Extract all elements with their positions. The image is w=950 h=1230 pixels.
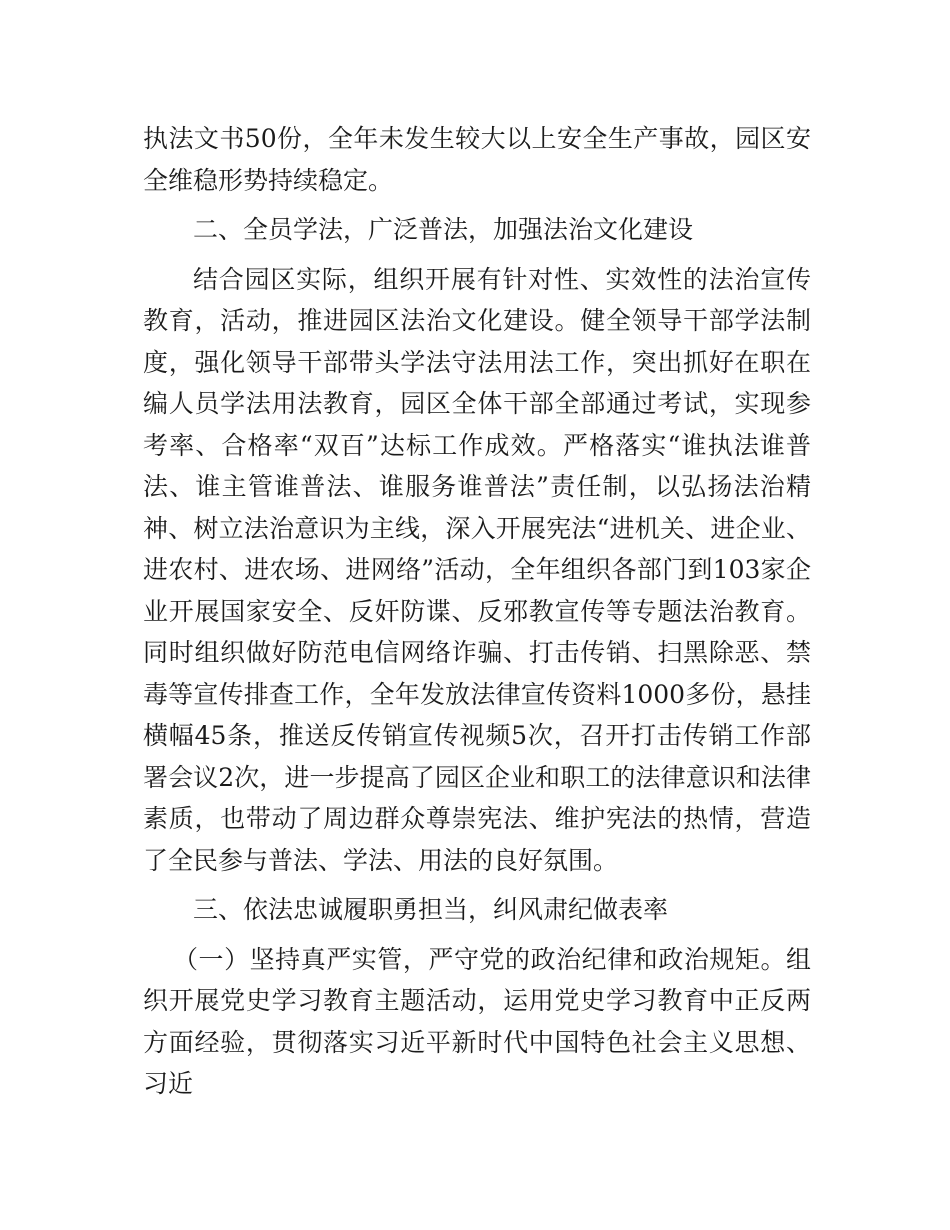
- paragraph-subsection-1: （一）坚持真严实管，严守党的政治纪律和政治规矩。组织开展党史学习教育主题活动，运用党史学习教育中正反两方面经验，贯彻落实习近平新时代中国特色社会主义思想、习近: [143, 944, 811, 1098]
- section-heading-3: 三、依法忠诚履职勇担当，纠风肃纪做表率: [193, 895, 669, 924]
- paragraph-continuation: 执法文书50份，全年未发生较大以上安全生产事故，园区安全维稳形势持续稳定。: [143, 124, 811, 195]
- paragraph-body-legal-education: 结合园区实际，组织开展有针对性、实效性的法治宣传教育，活动，推进园区法治文化建设。健全领导干部学法制度，强化领导干部带头学法守法用法工作，突出抓好在职在编人员学法用法教育，园区全体干部全部通过考试，实现参考率、合格率“双百”达标工作成效。严格落实“谁执法谁普法、谁主管谁普法、谁服务谁普法”责任制，以弘扬法治精神、树立法治意识为主线，深入开展宪法“进机关、进企业、进农村、进农场、进网络”活动，全年组织各部门到103家企业开展国家安全、反奸防谍、反邪教宣传等专题法治教育。同时组织做好防范电信网络诈骗、打击传销、扫黑除恶、禁毒等宣传排查工作，全年发放法律宣传资料1000多份，悬挂横幅45条，推送反传销宣传视频5次，召开打击传销工作部署会议2次，进一步提高了园区企业和职工的法律意识和法律素质，也带动了周边群众尊崇宪法、维护宪法的热情，营造了全民参与普法、学法、用法的良好氛围。: [143, 264, 811, 875]
- section-heading-2: 二、全员学法，广泛普法，加强法治文化建设: [193, 215, 694, 244]
- document-page: [143, 118, 811, 1113]
